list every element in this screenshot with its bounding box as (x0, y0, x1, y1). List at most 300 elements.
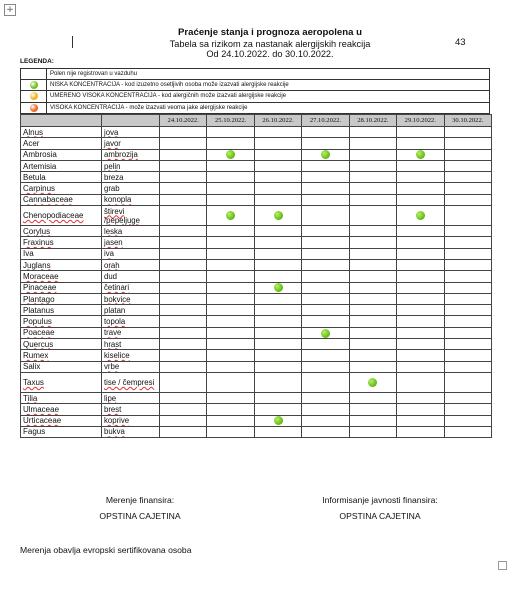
concentration-cell (397, 426, 444, 437)
concentration-cell (349, 316, 396, 327)
table-row (21, 183, 492, 194)
local-name-text: brest (104, 404, 122, 414)
legend-row (21, 80, 490, 91)
table-row (21, 259, 492, 270)
concentration-cell (207, 404, 254, 415)
concentration-cell (397, 206, 444, 226)
concentration-cell (444, 160, 491, 171)
concentration-cell (397, 271, 444, 282)
concentration-cell (444, 138, 491, 149)
concentration-cell (302, 327, 349, 338)
concentration-cell (302, 392, 349, 403)
concentration-cell (207, 339, 254, 350)
legend-row (21, 102, 490, 113)
date-header-cell: 25.10.2022. (207, 115, 254, 127)
concentration-cell (397, 415, 444, 426)
concentration-cell (444, 404, 491, 415)
legend-label: Polen nije registrovan u vazduhu (47, 69, 490, 80)
table-row (21, 248, 492, 259)
concentration-cell (207, 426, 254, 437)
concentration-cell (444, 316, 491, 327)
concentration-cell (302, 206, 349, 226)
concentration-cell (254, 237, 301, 248)
pollen-local-name (102, 149, 160, 160)
concentration-cell (254, 206, 301, 226)
pollen-local-name (102, 404, 160, 415)
concentration-cell (444, 282, 491, 293)
concentration-cell (444, 127, 491, 138)
concentration-cell (302, 361, 349, 372)
concentration-cell (444, 206, 491, 226)
local-name-text: topola (104, 317, 126, 327)
concentration-cell (160, 172, 207, 183)
concentration-cell (397, 350, 444, 361)
concentration-cell (254, 259, 301, 270)
concentration-cell (254, 415, 301, 426)
table-row (21, 293, 492, 304)
concentration-cell (302, 282, 349, 293)
latin-name-text: Salix (23, 362, 41, 372)
local-name-text: breza (104, 172, 124, 182)
concentration-cell (349, 404, 396, 415)
concentration-cell (207, 172, 254, 183)
table-row (21, 327, 492, 338)
concentration-cell (254, 271, 301, 282)
concentration-cell (254, 327, 301, 338)
header-period: Od 24.10.2022. do 30.10.2022. (206, 49, 334, 59)
concentration-cell (302, 194, 349, 205)
table-row (21, 404, 492, 415)
concentration-cell (444, 183, 491, 194)
latin-name-text: Fraxinus (23, 238, 54, 248)
latin-name-text: Chenopodiaceae (23, 211, 84, 221)
concentration-cell (302, 237, 349, 248)
pollen-local-name (102, 426, 160, 437)
pollen-latin-name (21, 259, 102, 270)
pollen-local-name (102, 361, 160, 372)
concentration-cell (397, 160, 444, 171)
latin-name-text: Alnus (23, 127, 44, 137)
concentration-cell (160, 293, 207, 304)
concentration-cell (397, 138, 444, 149)
concentration-cell (302, 350, 349, 361)
concentration-cell (302, 172, 349, 183)
concentration-cell (160, 226, 207, 237)
concentration-cell (302, 259, 349, 270)
concentration-cell (207, 160, 254, 171)
pollen-latin-name (21, 415, 102, 426)
concentration-cell (397, 183, 444, 194)
pollen-latin-name (21, 404, 102, 415)
concentration-dot-icon (274, 211, 283, 220)
pollen-latin-name (21, 271, 102, 282)
concentration-cell (207, 149, 254, 160)
legend-swatch-none (21, 69, 47, 80)
latin-name-text: Juglans (23, 260, 51, 270)
concentration-cell (207, 259, 254, 270)
concentration-cell (444, 194, 491, 205)
latin-name-text: Platanus (23, 305, 55, 315)
funding-information (300, 492, 460, 524)
pollen-local-name (102, 183, 160, 194)
concentration-cell (160, 426, 207, 437)
pollen-latin-name (21, 372, 102, 392)
latin-name-text: Artemisia (23, 161, 57, 171)
latin-name-text: Urticaceae (23, 416, 62, 426)
concentration-cell (207, 327, 254, 338)
concentration-cell (349, 127, 396, 138)
table-row (21, 282, 492, 293)
concentration-cell (160, 127, 207, 138)
local-name-text: vrbe (104, 362, 120, 372)
table-row (21, 127, 492, 138)
pollen-latin-name (21, 327, 102, 338)
concentration-dot-icon (321, 329, 330, 338)
pollen-latin-name (21, 339, 102, 350)
pollen-local-name (102, 206, 160, 226)
pollen-local-name (102, 127, 160, 138)
pollen-local-name (102, 305, 160, 316)
concentration-cell (254, 172, 301, 183)
concentration-cell (207, 248, 254, 259)
concentration-cell (349, 293, 396, 304)
local-name-text: platan (104, 305, 126, 315)
concentration-cell (444, 149, 491, 160)
table-row (21, 350, 492, 361)
concentration-cell (254, 248, 301, 259)
table-row (21, 392, 492, 403)
local-name-text: koprive (104, 416, 130, 426)
concentration-cell (444, 327, 491, 338)
concentration-cell (302, 415, 349, 426)
pollen-local-name (102, 248, 160, 259)
concentration-cell (444, 392, 491, 403)
concentration-cell (397, 316, 444, 327)
pollen-local-name (102, 392, 160, 403)
green-dot-icon (30, 81, 38, 89)
concentration-cell (254, 226, 301, 237)
concentration-cell (160, 194, 207, 205)
pollen-local-name (102, 160, 160, 171)
table-row (21, 316, 492, 327)
pollen-latin-name (21, 426, 102, 437)
concentration-cell (254, 305, 301, 316)
concentration-cell (444, 361, 491, 372)
concentration-cell (207, 127, 254, 138)
concentration-cell (302, 183, 349, 194)
pollen-latin-name (21, 206, 102, 226)
pollen-latin-name (21, 361, 102, 372)
concentration-cell (349, 138, 396, 149)
concentration-cell (302, 293, 349, 304)
latin-name-text: Taxus (23, 377, 44, 387)
concentration-cell (302, 138, 349, 149)
concentration-cell (349, 259, 396, 270)
latin-name-text: Moraceae (23, 271, 59, 281)
local-name-text: četinari (104, 283, 130, 293)
local-name-text: grab (104, 184, 120, 194)
concentration-cell (160, 149, 207, 160)
concentration-cell (397, 339, 444, 350)
concentration-cell (207, 305, 254, 316)
concentration-cell (254, 127, 301, 138)
local-name-text: bukva (104, 427, 125, 437)
concentration-cell (444, 339, 491, 350)
yellow-dot-icon (30, 92, 38, 100)
table-row (21, 339, 492, 350)
concentration-cell (254, 194, 301, 205)
page-number: 43 (455, 37, 466, 48)
concentration-cell (254, 361, 301, 372)
concentration-cell (349, 361, 396, 372)
concentration-cell (397, 149, 444, 160)
concentration-cell (397, 248, 444, 259)
pollen-latin-name (21, 237, 102, 248)
table-row (21, 361, 492, 372)
date-header-cell: 28.10.2022. (349, 115, 396, 127)
concentration-cell (302, 316, 349, 327)
pollen-local-name (102, 415, 160, 426)
pollen-latin-name (21, 305, 102, 316)
concentration-cell (397, 293, 444, 304)
concentration-cell (349, 226, 396, 237)
concentration-cell (444, 293, 491, 304)
pollen-latin-name (21, 350, 102, 361)
local-name-text: pelin (104, 161, 121, 171)
pollen-local-name (102, 194, 160, 205)
concentration-cell (349, 206, 396, 226)
concentration-cell (349, 350, 396, 361)
concentration-cell (207, 183, 254, 194)
concentration-cell (444, 426, 491, 437)
pollen-local-name (102, 259, 160, 270)
local-name-text: jova (104, 127, 119, 137)
header-subtitle: Tabela sa rizikom za nastanak alergijskih reakcija (169, 38, 371, 49)
concentration-cell (302, 426, 349, 437)
pollen-local-name (102, 282, 160, 293)
table-row (21, 237, 492, 248)
concentration-cell (207, 138, 254, 149)
text-cursor (72, 36, 73, 48)
legend-label: UMERENO VISOKA KONCENTRACIJA - kod alergičnih može izazvati alergijske reakcije (47, 91, 490, 102)
table-row (21, 206, 492, 226)
pollen-table (20, 114, 492, 438)
concentration-cell (349, 149, 396, 160)
concentration-cell (254, 138, 301, 149)
pollen-latin-name (21, 194, 102, 205)
concentration-cell (254, 149, 301, 160)
funding-right-value: OPSTINA CAJETINA (339, 511, 421, 521)
concentration-cell (302, 160, 349, 171)
latin-name-text: Pinaceae (23, 283, 57, 293)
latin-name-text: Tilia (23, 393, 38, 403)
local-name-text: hrast (104, 339, 122, 349)
pollen-local-name (102, 372, 160, 392)
concentration-cell (160, 327, 207, 338)
concentration-cell (397, 327, 444, 338)
concentration-cell (160, 206, 207, 226)
concentration-cell (349, 426, 396, 437)
header-title: Praćenje stanja i prognoza aeropolena u (178, 27, 362, 38)
concentration-cell (349, 305, 396, 316)
legend-row (21, 91, 490, 102)
header-blank (102, 115, 160, 127)
concentration-cell (207, 392, 254, 403)
concentration-cell (349, 172, 396, 183)
pollen-local-name (102, 226, 160, 237)
pollen-latin-name (21, 172, 102, 183)
concentration-cell (397, 259, 444, 270)
concentration-dot-icon (416, 211, 425, 220)
pollen-local-name (102, 350, 160, 361)
concentration-cell (254, 316, 301, 327)
concentration-cell (349, 415, 396, 426)
date-header-cell: 24.10.2022. (160, 115, 207, 127)
legend-table (20, 68, 490, 114)
concentration-cell (207, 372, 254, 392)
concentration-cell (349, 183, 396, 194)
concentration-cell (207, 415, 254, 426)
local-name-text: lipe (104, 393, 117, 403)
local-name-text: iva (104, 249, 114, 259)
local-name-text: jasen (104, 238, 123, 248)
concentration-cell (254, 372, 301, 392)
concentration-cell (160, 138, 207, 149)
concentration-cell (160, 160, 207, 171)
pollen-latin-name (21, 316, 102, 327)
funding-left-value: OPSTINA CAJETINA (99, 511, 181, 521)
concentration-cell (397, 282, 444, 293)
concentration-cell (254, 404, 301, 415)
table-row (21, 194, 492, 205)
concentration-cell (160, 305, 207, 316)
concentration-cell (444, 248, 491, 259)
concentration-dot-icon (226, 150, 235, 159)
concentration-cell (397, 372, 444, 392)
concentration-cell (444, 415, 491, 426)
latin-name-text: Corylus (23, 226, 51, 236)
local-name-text: tise / čempresi (104, 377, 155, 387)
concentration-cell (397, 127, 444, 138)
concentration-cell (160, 316, 207, 327)
concentration-cell (444, 271, 491, 282)
latin-name-text: Betula (23, 172, 46, 182)
pollen-latin-name (21, 392, 102, 403)
concentration-cell (349, 327, 396, 338)
concentration-cell (207, 282, 254, 293)
local-name-text: javor (104, 138, 121, 148)
table-row (21, 372, 492, 392)
concentration-dot-icon (226, 211, 235, 220)
concentration-cell (207, 361, 254, 372)
concentration-cell (207, 316, 254, 327)
concentration-cell (160, 361, 207, 372)
date-header-row (21, 115, 492, 127)
concentration-cell (207, 206, 254, 226)
pollen-local-name (102, 172, 160, 183)
local-name-text: konopla (104, 195, 132, 205)
legend-label: NISKA KONCENTRACIJA - kod izuzetno osetljivih osoba može izazvati alergijske reakcije (47, 80, 490, 91)
concentration-cell (349, 160, 396, 171)
date-header-cell: 29.10.2022. (397, 115, 444, 127)
latin-name-text: Carpinus (23, 184, 56, 194)
pollen-latin-name (21, 160, 102, 171)
concentration-dot-icon (416, 150, 425, 159)
pollen-local-name (102, 316, 160, 327)
concentration-cell (207, 237, 254, 248)
table-row (21, 415, 492, 426)
legend-row (21, 69, 490, 80)
pollen-local-name (102, 339, 160, 350)
pollen-latin-name (21, 149, 102, 160)
concentration-cell (160, 350, 207, 361)
document-header (140, 28, 400, 60)
concentration-cell (444, 172, 491, 183)
concentration-cell (302, 248, 349, 259)
pollen-latin-name (21, 248, 102, 259)
legend-label: VISOKA KONCENTRACIJA - može izazvati veoma jake alergijske reakcije (47, 102, 490, 113)
date-header-cell: 27.10.2022. (302, 115, 349, 127)
latin-name-text: Rumex (23, 350, 49, 360)
footer-note: Merenja obavlja evropski sertifikovana osoba (20, 545, 192, 555)
table-row (21, 426, 492, 437)
concentration-cell (397, 404, 444, 415)
local-name-text: kiselice (104, 350, 130, 360)
local-name-text: štirevi /pepeljuge (104, 206, 140, 225)
concentration-cell (397, 305, 444, 316)
table-row (21, 138, 492, 149)
concentration-cell (397, 361, 444, 372)
concentration-cell (302, 149, 349, 160)
orange-dot-icon (30, 104, 38, 112)
concentration-cell (207, 350, 254, 361)
date-header-cell: 26.10.2022. (254, 115, 301, 127)
concentration-dot-icon (321, 150, 330, 159)
concentration-cell (160, 415, 207, 426)
pollen-latin-name (21, 282, 102, 293)
latin-name-text: Cannabaceae (23, 195, 73, 205)
table-row (21, 226, 492, 237)
concentration-cell (444, 226, 491, 237)
latin-name-text: Poaceae (23, 328, 55, 338)
concentration-cell (302, 404, 349, 415)
concentration-cell (302, 372, 349, 392)
concentration-cell (254, 426, 301, 437)
resize-handle-icon[interactable] (498, 561, 507, 570)
date-header-cell: 30.10.2022. (444, 115, 491, 127)
concentration-dot-icon (274, 416, 283, 425)
concentration-cell (444, 305, 491, 316)
table-row (21, 160, 492, 171)
funding-left-label: Merenje finansira: (105, 495, 175, 505)
table-row (21, 271, 492, 282)
funding-right-label: Informisanje javnosti finansira: (322, 495, 438, 505)
concentration-cell (160, 392, 207, 403)
concentration-cell (302, 226, 349, 237)
pollen-local-name (102, 271, 160, 282)
concentration-cell (397, 226, 444, 237)
concentration-cell (349, 237, 396, 248)
concentration-cell (444, 259, 491, 270)
table-move-handle-icon[interactable]: + (4, 4, 16, 16)
local-name-text: bokvice (104, 294, 131, 304)
local-name-text: orah (104, 260, 120, 270)
concentration-cell (207, 271, 254, 282)
concentration-cell (254, 282, 301, 293)
pollen-latin-name (21, 293, 102, 304)
concentration-cell (397, 172, 444, 183)
pollen-latin-name (21, 226, 102, 237)
